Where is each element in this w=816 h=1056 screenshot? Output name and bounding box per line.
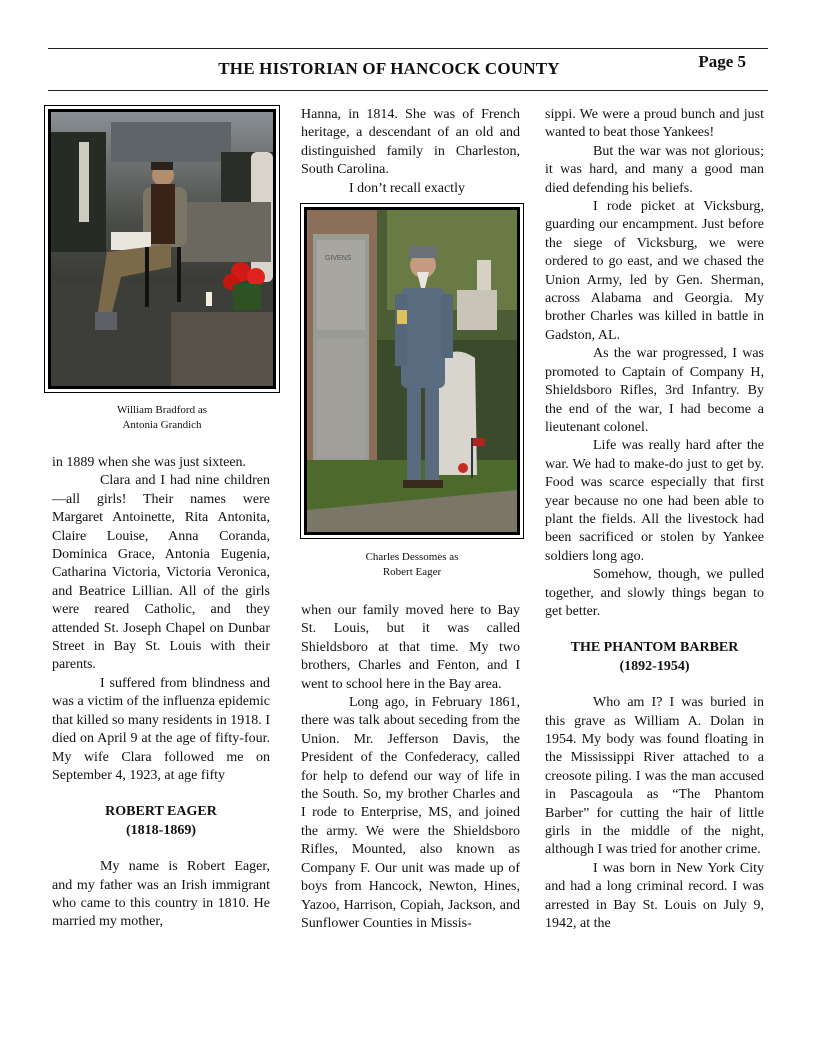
column-1: [52, 454, 270, 932]
paragraph: when our family moved here to Bay St. Louis, but it was called Shieldsboro at that time. My two brothers, Charles and Fenton, and I went to school here in the Bay area.: [301, 603, 520, 692]
paragraph: Who am I? I was buried in this grave as William A. Dolan in 1954. My body was found floating in the Mississippi River attached to a creosote piling. I was the man accused in Pascagoula as “The Phantom Barber” for cutting the hair of little girls in the middle of the night, although I was tried for another crime.: [545, 695, 764, 858]
paragraph: Somehow, though, we pulled together, and slowly things began to get better.: [545, 567, 764, 619]
page-number: Page 5: [698, 52, 746, 71]
section-heading-phantom-barber: THE PHANTOM BARBER: [570, 640, 739, 656]
grave-sign: GIVENS: [325, 255, 352, 262]
photo-william-bradford-image: [51, 112, 273, 386]
paragraph: But the war was not glorious; it was hard, and many a good man died defending his beliefs.: [545, 143, 764, 196]
caption-line: Robert Eager: [382, 566, 442, 578]
newsletter-title: THE HISTORIAN OF HANCOCK COUNTY: [218, 59, 560, 78]
caption-line: William Bradford as: [117, 404, 207, 416]
paragraph: Long ago, in February 1861, there was talk about seceding from the Union. Mr. Jefferson Davis, the President of the Confederacy, called for help to defend our way of life in the South. So, my brother Charles and I rode to Enterprise, MS, and joined the army. We were the Shieldsboro Rifles, Mounted, also known as Company F. Our unit was made up of boys from Hancock, Newton, Hines, Yazoo, Harrison, Copiah, Jackson, and Sunflower Counties in Missis-: [301, 695, 520, 931]
section-dates: (1892-1954): [619, 658, 690, 674]
photo-charles-dessomes-caption: [304, 550, 520, 580]
paragraph: Clara and I had nine children—all girls! Their names were Margaret Antoinette, Rita Antonita, Claire Louise, Anna Coranda, Dominica Grace, Antonia Eugenia, Catharina Victoria, Victoria Veronica, and Beatrice Lillian. All of the girls were reared Catholic, and they attended St. Joseph Chapel on Dunbar Street in Bay St. Louis with their parents.: [52, 473, 270, 673]
paragraph: I rode picket at Vicksburg, guarding our encampment. Just before the siege of Vicksburg, we were ordered to go east, and we chased the Union Army, led by Gen. Sherman, across Alabama and Georgia. My brother Charles was killed in battle in Gadston, AL.: [545, 199, 764, 343]
photo-charles-dessomes: [304, 207, 520, 535]
paragraph: I was born in New York City and had a long criminal record. I was arrested in Bay St. Louis on July 9, 1942, at the: [545, 860, 764, 932]
header-bottom-rule: [48, 90, 768, 91]
photo-william-bradford-caption: [48, 403, 276, 433]
photo-charles-dessomes-image: [307, 210, 517, 532]
paragraph: Hanna, in 1814. She was of French heritage, a descendant of an old and distinguished family in Charleston, South Carolina.: [301, 107, 520, 178]
masthead: [48, 52, 768, 82]
column-3: [545, 106, 764, 933]
paragraph: As the war progressed, I was promoted to Captain of Company H, Shieldsboro Rifles, 3rd Infantry. By the end of the war, I had become a lieutenant colonel.: [545, 346, 764, 435]
caption-line: Charles Dessomes as: [365, 551, 459, 563]
paragraph: sippi. We were a proud bunch and just wanted to beat those Yankees!: [545, 107, 764, 141]
section-dates: (1818-1869): [126, 822, 196, 838]
paragraph: I don’t recall exactly: [349, 180, 465, 196]
top-rule: [48, 48, 768, 49]
caption-line: Antonia Grandich: [122, 419, 202, 431]
paragraph: My name is Robert Eager, and my father was an Irish immigrant who came to this country in 1810. He married my mother,: [52, 859, 270, 930]
paragraph: in 1889 when she was just sixteen.: [52, 455, 247, 470]
column-2-top: [301, 106, 520, 198]
photo-william-bradford: [48, 109, 276, 389]
section-heading-robert-eager: ROBERT EAGER: [105, 804, 217, 820]
paragraph: Life was really hard after the war. We had to make-do just to get by. Food was scarce especially that first year because no one had been able to plant the fields. All the livestock had been sacrificed or stolen by Yankee soldiers long ago.: [545, 438, 764, 564]
paragraph: I suffered from blindness and was a victim of the influenza epidemic that killed so many residents in 1918. I died on April 9 at the age of fifty-four. My wife Clara followed me on September 4, 1923, at age fifty: [52, 675, 270, 783]
column-2-bottom: [301, 602, 520, 933]
